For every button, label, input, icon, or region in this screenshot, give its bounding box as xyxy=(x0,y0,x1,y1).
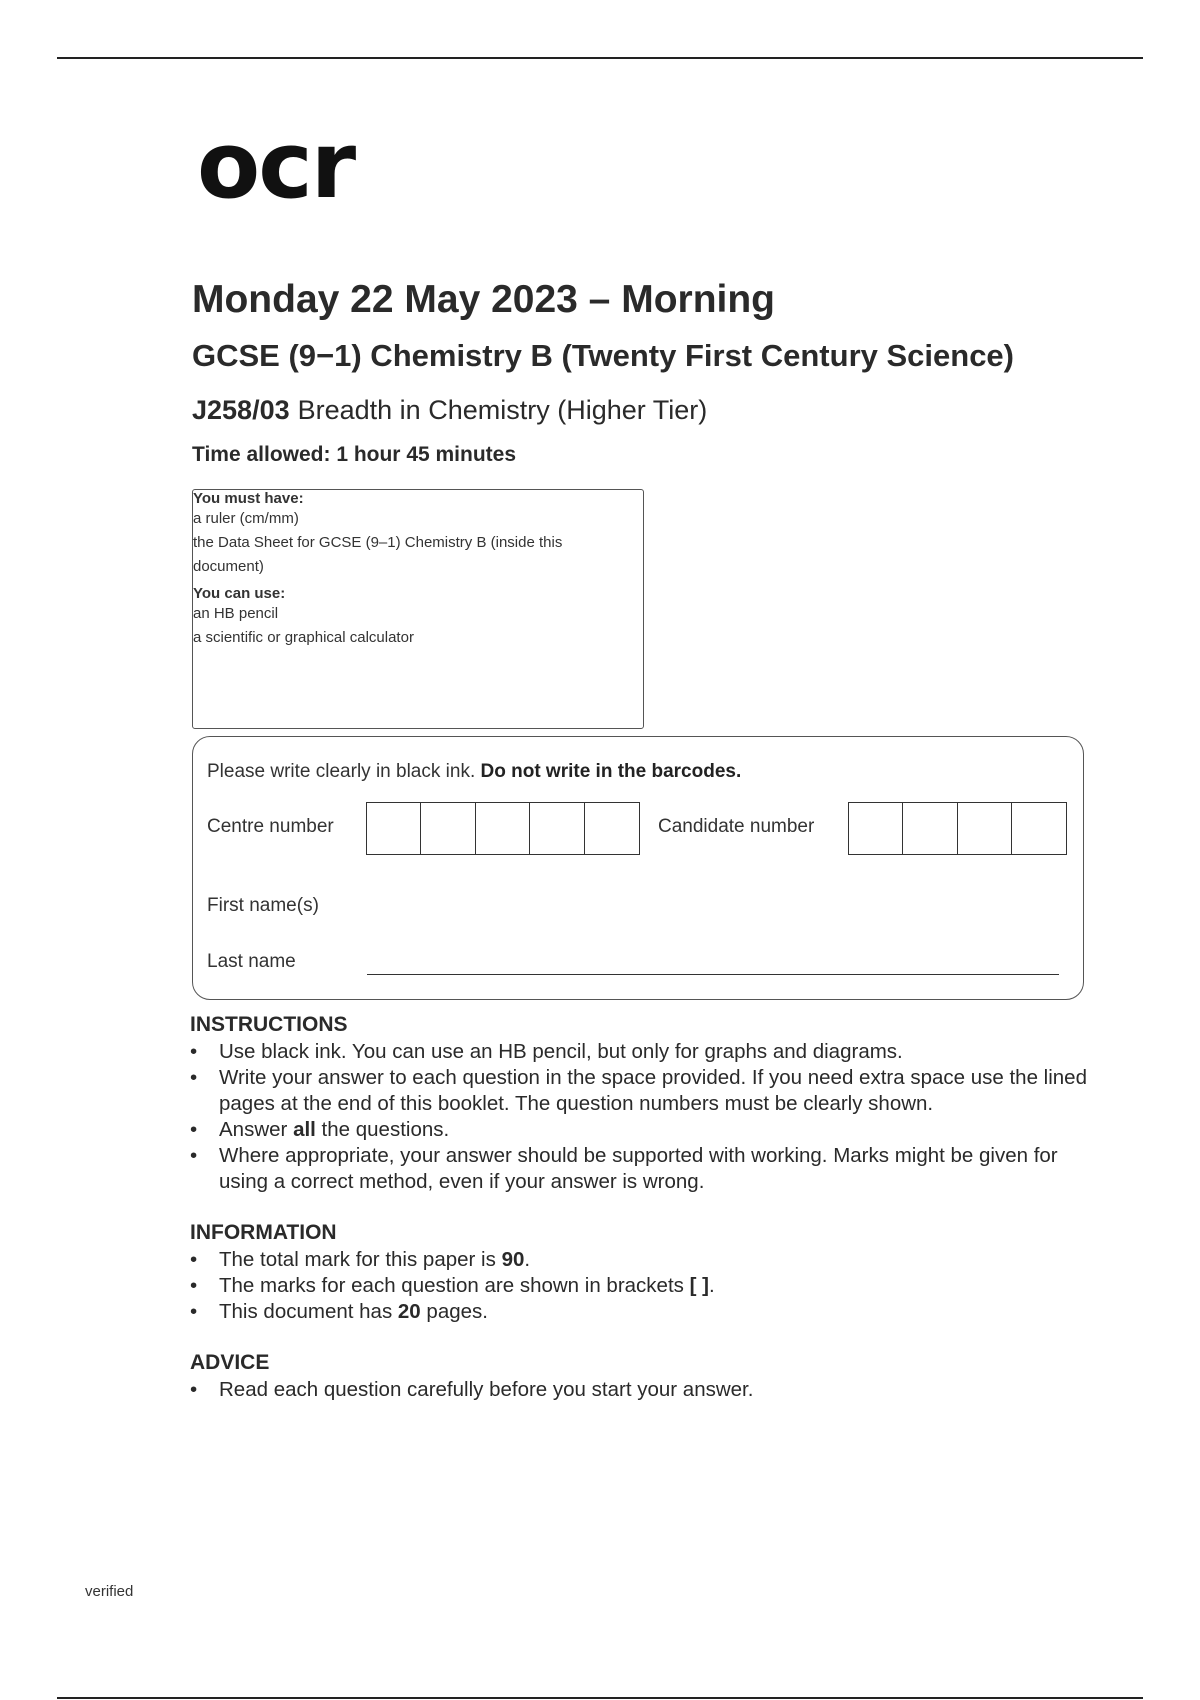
paper-title: Breadth in Chemistry (Higher Tier) xyxy=(297,395,708,425)
candidate-number-label: Candidate number xyxy=(658,816,815,837)
centre-digit-box[interactable] xyxy=(529,802,585,855)
write-clearly-notice xyxy=(207,761,741,783)
bullet: • xyxy=(190,1274,198,1297)
bullet: • xyxy=(190,1300,198,1323)
item-text: Read each question carefully before you start your answer. xyxy=(219,1378,754,1401)
item-bold-text: 90 xyxy=(501,1248,525,1271)
bullet: • xyxy=(190,1248,198,1271)
candidate-number-field[interactable] xyxy=(849,802,1067,855)
first-name-label: First name(s) xyxy=(207,895,319,916)
must-have-heading: You must have: xyxy=(193,490,304,507)
list-item xyxy=(190,1273,1090,1299)
list-item xyxy=(190,1117,1090,1143)
list-item xyxy=(190,1377,1090,1403)
last-name-field[interactable] xyxy=(367,974,1059,975)
must-have-item: document) xyxy=(193,558,264,575)
information-heading: INFORMATION xyxy=(190,1221,337,1244)
centre-digit-box[interactable] xyxy=(366,802,422,855)
ocr-logo: ocr xyxy=(197,112,355,219)
item-text: the questions. xyxy=(315,1118,450,1141)
centre-number-label: Centre number xyxy=(207,816,334,837)
instructions-heading: INSTRUCTIONS xyxy=(190,1013,348,1036)
exam-date: Monday 22 May 2023 – Morning xyxy=(192,278,776,321)
list-item xyxy=(190,1065,1090,1117)
information-section xyxy=(190,1221,1090,1325)
candidate-details-box xyxy=(192,736,1084,1000)
instructions-list xyxy=(190,1039,1090,1195)
bullet: • xyxy=(190,1040,198,1063)
item-text: This document has xyxy=(219,1300,398,1323)
list-item xyxy=(190,1143,1090,1195)
centre-digit-box[interactable] xyxy=(420,802,476,855)
centre-digit-box[interactable] xyxy=(475,802,531,855)
list-item xyxy=(190,1299,1090,1325)
paper-code: J258/03 xyxy=(192,395,290,425)
must-have-item: a ruler (cm/mm) xyxy=(193,510,299,527)
can-use-item: a scientific or graphical calculator xyxy=(193,629,414,646)
time-allowed: Time allowed: 1 hour 45 minutes xyxy=(192,443,517,466)
bullet: • xyxy=(190,1118,198,1141)
list-item xyxy=(190,1247,1090,1273)
advice-list xyxy=(190,1377,1090,1403)
list-item xyxy=(190,1039,1090,1065)
centre-digit-box[interactable] xyxy=(584,802,640,855)
notice-bold-text: Do not write in the barcodes. xyxy=(480,761,742,782)
item-text: pages. xyxy=(420,1300,488,1323)
candidate-digit-box[interactable] xyxy=(902,802,958,855)
item-bold-text: all xyxy=(293,1118,316,1141)
bottom-rule xyxy=(57,1697,1143,1699)
candidate-digit-box[interactable] xyxy=(848,802,904,855)
exam-subject: GCSE (9−1) Chemistry B (Twenty First Century Science) xyxy=(192,338,1014,373)
advice-heading: ADVICE xyxy=(190,1351,270,1374)
item-text: Use black ink. You can use an HB pencil, but only for graphs and diagrams. xyxy=(219,1040,903,1063)
item-bold-text: 20 xyxy=(397,1300,421,1323)
item-text: The total mark for this paper is xyxy=(219,1248,502,1271)
top-rule xyxy=(57,57,1143,59)
item-text: The marks for each question are shown in brackets xyxy=(219,1274,690,1297)
item-bold-text: [ ] xyxy=(689,1274,709,1297)
instructions-section xyxy=(190,1013,1090,1195)
bullet: • xyxy=(190,1378,198,1401)
item-text: Write your answer to each question in the space provided. If you need extra space use the lined pages at the end of this booklet. The question numbers must be clearly shown. xyxy=(219,1066,1087,1115)
candidate-digit-box[interactable] xyxy=(957,802,1013,855)
information-list xyxy=(190,1247,1090,1325)
centre-number-field[interactable] xyxy=(367,802,640,855)
bullet: • xyxy=(190,1144,198,1167)
last-name-label: Last name xyxy=(207,951,296,972)
can-use-item: an HB pencil xyxy=(193,605,279,622)
candidate-digit-box[interactable] xyxy=(1011,802,1067,855)
item-text: Answer xyxy=(219,1118,294,1141)
item-text: . xyxy=(524,1248,531,1271)
item-text: Where appropriate, your answer should be supported with working. Marks might be given for using a correct method, even if your answer is wrong. xyxy=(219,1144,1058,1193)
must-have-item: the Data Sheet for GCSE (9–1) Chemistry B (inside this xyxy=(193,534,563,551)
verified-label: verified xyxy=(85,1583,134,1600)
advice-section xyxy=(190,1351,1090,1403)
notice-text: Please write clearly in black ink. xyxy=(207,761,481,782)
can-use-heading: You can use: xyxy=(193,585,286,602)
item-text: . xyxy=(708,1274,715,1297)
equipment-box xyxy=(192,489,644,729)
bullet: • xyxy=(190,1066,198,1089)
paper-line xyxy=(192,395,707,426)
